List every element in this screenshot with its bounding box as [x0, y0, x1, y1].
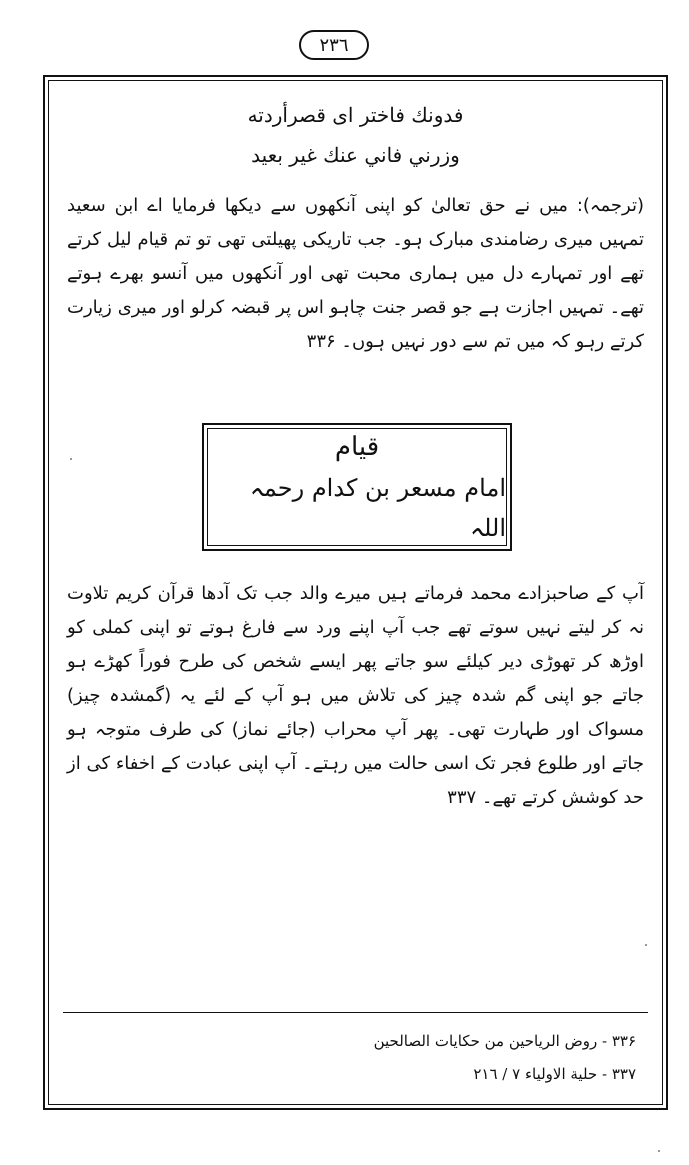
footnote-2-dash: - [597, 1065, 608, 1083]
poem-line-1: فدونك فاختر اى قصرأردته [247, 103, 464, 127]
footnote-2-text: حلية الاولياء ٧ / ٢١٦ [473, 1065, 598, 1083]
footnote-2-number: ۳۳۷ [611, 1065, 636, 1083]
translation-text: میں نے حق تعالیٰ کو اپنی آنکھوں سے دیکھا فرمایا اے ابن سعید تمہیں میری رضامندی مبارک ہو۔ جب تاریکی پھیلتی تھی تو تم قیام لیل کرتے تھے اور تمہارے دل میں ہماری محبت تھی اور آنکھوں میں آنسو بھرے ہوتے تھے۔ تمہیں اجازت ہے جو قصر جنت چاہو اس پر قبضہ کرلو اور میری زیارت کرتے رہو کہ میں تم سے دور نہیں ہوں۔ ۳۳۶ [67, 195, 644, 352]
footnote-1-text: روض الرياحين من حكايات الصالحين [373, 1032, 598, 1050]
translation-label: (ترجمہ): [576, 195, 644, 216]
poem-line-2: وزرني فاني عنك غير بعيد [251, 143, 460, 167]
main-paragraph: آپ کے صاحبزادے محمد فرماتے ہیں میرے والد جب تک آدھا قرآن کریم تلاوت نہ کر لیتے نہیں سوتے تھے جب آپ اپنے ورد سے فارغ ہوتے تو اپنی کملی کو اوڑھ کر تھوڑی دیر کیلئے سو جاتے پھر ایسے شخص کی طرح فوراً کھڑے ہو جاتے جو اپنی گم شدہ چیز کی تلاش میں ہو آپ کے لئے یہ (گمشدہ چیز) مسواک اور طہارت تھی۔ پھر آپ محراب (جائے نماز) کی طرف متوجہ ہو جاتے اور طلوع فجر تک اسی حالت میں رہتے۔ آپ اپنی عبادت کے اخفاء کی از حد کوشش کرتے تھے۔ ۳۳۷ [67, 583, 644, 808]
page-number [299, 30, 369, 60]
footnote-1 [374, 1032, 636, 1050]
scan-speck [645, 944, 647, 946]
footnote-1-dash: - [597, 1032, 608, 1050]
footnote-1-number: ۳۳۶ [611, 1032, 636, 1050]
translation-paragraph [67, 189, 644, 359]
scan-speck [70, 458, 72, 460]
footnote-divider [63, 1012, 648, 1013]
section-heading-box [202, 423, 512, 551]
section-heading-subtitle: امام مسعر بن کدام رحمہ اللہ [249, 474, 506, 542]
scan-speck [658, 1150, 660, 1152]
section-heading-inner [207, 428, 507, 546]
footnote-2 [473, 1065, 636, 1083]
page-number-text: ٢٣٦ [319, 34, 349, 56]
page-frame [43, 75, 668, 1110]
section-heading-title: قیام [334, 432, 380, 462]
